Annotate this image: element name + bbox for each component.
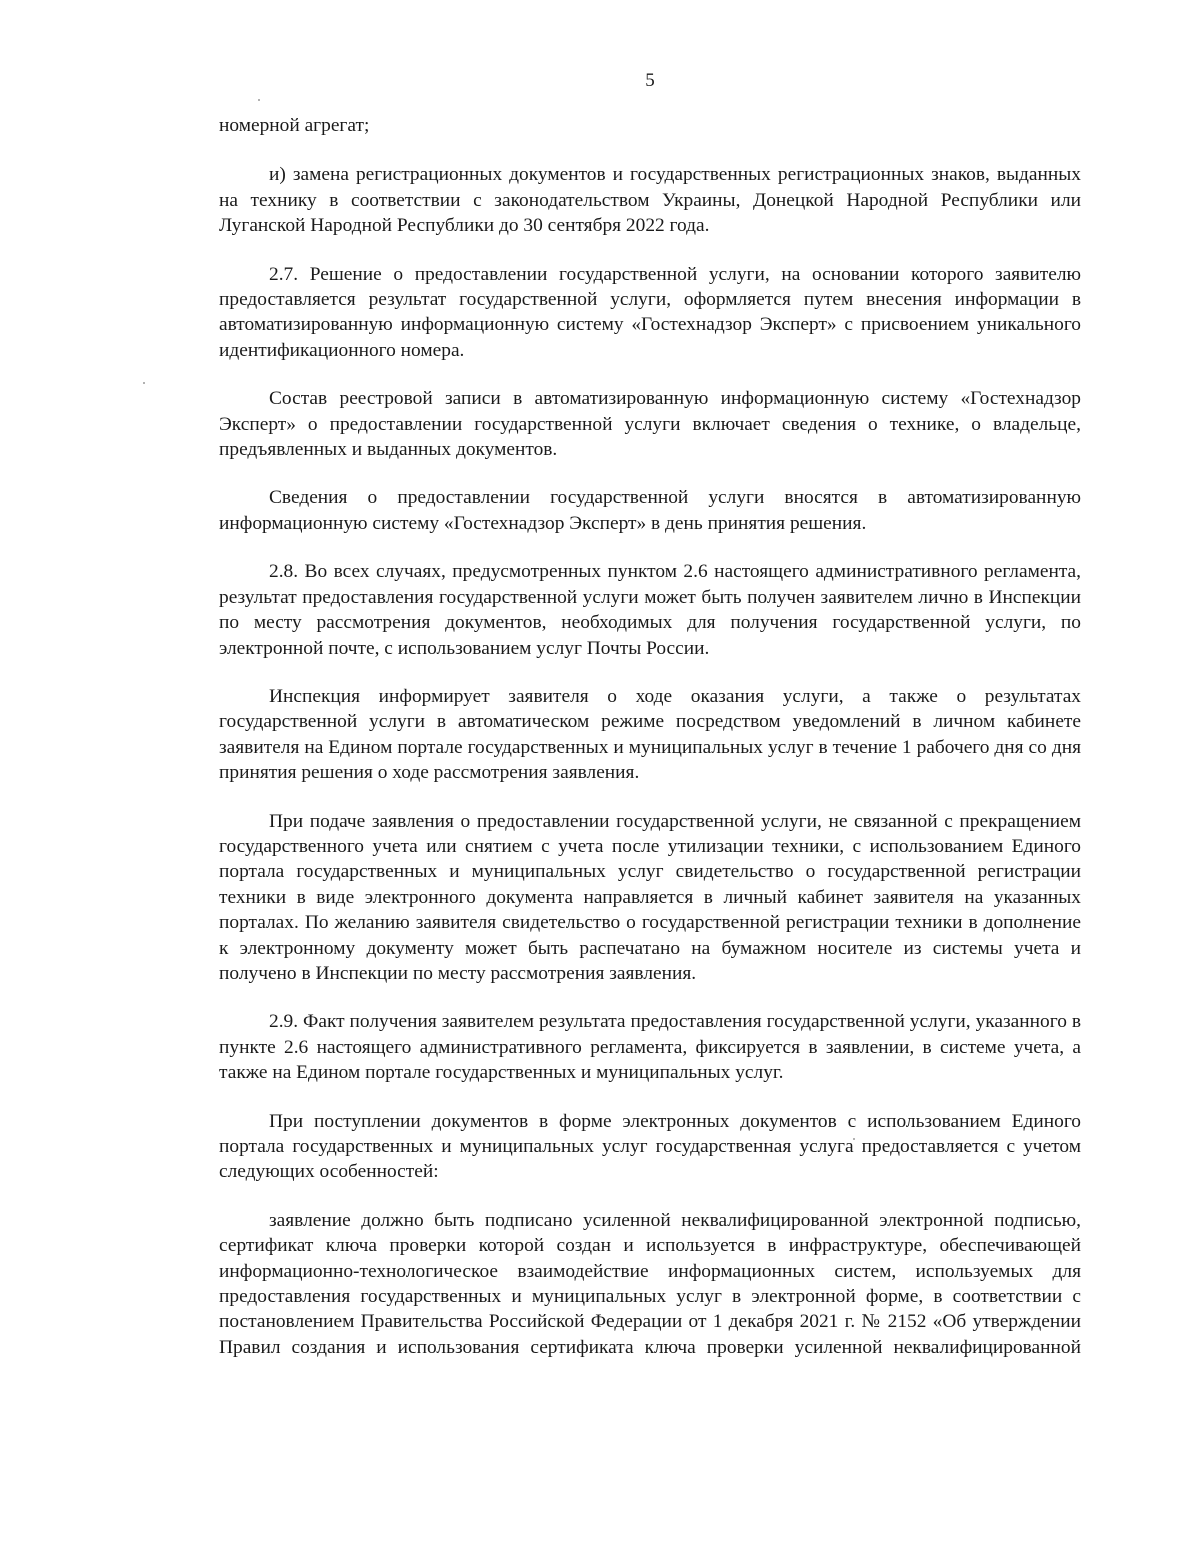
paragraph-info-entry: Сведения о предоставлении государственной услуги вносятся в автоматизированную информационную систему «Гостехнадзор Эксперт» в день принятия решения. — [219, 487, 1081, 534]
document-body — [219, 113, 1081, 1360]
page-number: 5 — [645, 70, 655, 91]
paragraph-2-9: 2.9. Факт получения заявителем результата предоставления государственной услуги, указанного в пункте 2.6 настоящего административного регламента, фиксируется в заявлении, в системе учета, а также на Едином портале государственных и муниципальных услуг. — [219, 1011, 1081, 1084]
paragraph-2-7: 2.7. Решение о предоставлении государственной услуги, на основании которого заявителю предоставляется результат государственной услуги, оформляется путем внесения информации в автоматизированную информационную систему «Гостехнадзор Эксперт» с присвоением уникального идентификационного номера. — [219, 263, 1081, 361]
paragraph-registry-record: Состав реестровой записи в автоматизированную информационную систему «Гостехнадзор Эксперт» о предоставлении государственной услуги включает сведения о технике, о владельце, предъявленных и выданных документов. — [219, 388, 1081, 461]
paragraph-signature-requirement: заявление должно быть подписано усиленной неквалифицированной электронной подписью, сертификат ключа проверки которой создан и используется в инфраструктуре, обеспечивающей информационно-технологическое взаимодействие информационных систем, используемых для предоставления государственных и муниципальных услуг в электронной форме, в соответствии с постановлением Правительства Российской Федерации от 1 декабря 2021 г. № 2152 «Об утверждении Правил создания и использования сертификата ключа проверки усиленной неквалифицированной — [219, 1209, 1081, 1358]
paragraph-inspection-notice: Инспекция информирует заявителя о ходе оказания услуги, а также о результатах государственной услуги в автоматическом режиме посредством уведомлений в личном кабинете заявителя на Едином портале государственных и муниципальных услуг в течение 1 рабочего дня со дня принятия решения о ходе рассмотрения заявления. — [219, 685, 1081, 784]
scan-speck — [258, 99, 260, 101]
paragraph-electronic-certificate: При подаче заявления о предоставлении государственной услуги, не связанной с прекращением государственного учета или снятием с учета после утилизации техники, с использованием Единого портала государственных и муниципальных услуг свидетельство о государственной регистрации техники в виде электронного документа направляется в личный кабинет заявителя на указанных порталах. По желанию заявителя свидетельство о государственной регистрации техники в дополнение к электронному документу может быть распечатано на бумажном носителе из системы учета и получено в Инспекции по месту рассмотрения заявления. — [219, 810, 1081, 984]
paragraph-continuation: номерной агрегат; — [219, 115, 370, 136]
scan-speck — [143, 382, 145, 384]
paragraph-2-8: 2.8. Во всех случаях, предусмотренных пунктом 2.6 настоящего административного регламента, результат предоставления государственной услуги может быть получен заявителем лично в Инспекции по месту рассмотрения документов, необходимых для получения государственной услуги, по электронной почте, с использованием услуг Почты России. — [219, 561, 1081, 659]
paragraph-electronic-documents: При поступлении документов в форме электронных документов с использованием Единого портала государственных и муниципальных услуг государственная услуга предоставляется с учетом следующих особенностей: — [219, 1110, 1081, 1183]
paragraph-item-i: и) замена регистрационных документов и государственных регистрационных знаков, выданных на технику в соответствии с законодательством Украины, Донецкой Народной Республики или Луганской Народной Республики до 30 сентября 2022 года. — [219, 164, 1081, 237]
